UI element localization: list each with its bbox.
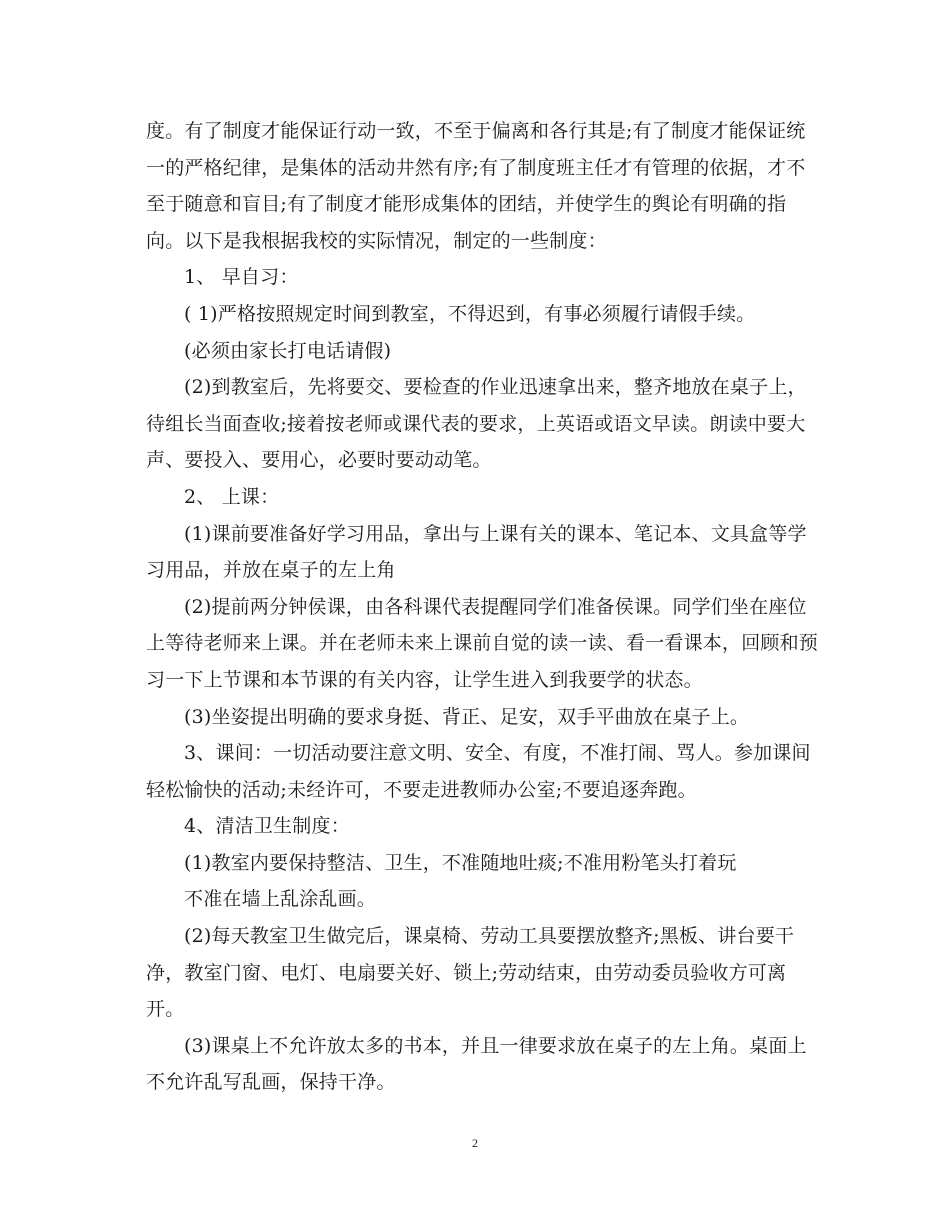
text-line: 净，教室门窗、电灯、电扇要关好、锁上;劳动结束，由劳动委员验收方可离 [146, 961, 787, 984]
text-line: 3、课间：一切活动要注意文明、安全、有度，不准打闹、骂人。参加课间 [184, 742, 811, 765]
text-line: (3)课桌上不允许放太多的书本，并且一律要求放在桌子的左上角。桌面上 [184, 1034, 807, 1057]
text-line: 不允许乱写乱画，保持干净。 [146, 1071, 396, 1094]
text-line: (必须由家长打电话请假) [184, 339, 392, 362]
text-line: 2、 上课： [184, 485, 280, 508]
text-line: 至于随意和盲目;有了制度才能形成集体的团结，并使学生的舆论有明确的指 [146, 193, 787, 216]
text-line: 一的严格纪律，是集体的活动井然有序;有了制度班主任才有管理的依据，才不 [146, 156, 806, 179]
text-line: (1)课前要准备好学习用品，拿出与上课有关的课本、笔记本、文具盒等学 [184, 522, 807, 545]
page-number: 2 [472, 1136, 478, 1150]
text-line: (2)到教室后，先将要交、要检查的作业迅速拿出来，整齐地放在桌子上， [184, 376, 807, 399]
text-line: (2)提前两分钟侯课，由各科课代表提醒同学们准备侯课。同学们坐在座位 [184, 595, 807, 618]
text-line: (1)教室内要保持整洁、卫生，不准随地吐痰;不准用粉笔头打着玩 [184, 851, 737, 874]
text-line: 声、要投入、要用心，必要时要动动笔。 [146, 449, 492, 472]
text-line: 度。有了制度才能保证行动一致，不至于偏离和各行其是;有了制度才能保证统 [146, 120, 806, 142]
text-line: 待组长当面查收;接着按老师或课代表的要求，上英语或语文早读。朗读中要大 [146, 412, 806, 435]
text-line: (3)坐姿提出明确的要求身挺、背正、足安，双手平曲放在桌子上。 [184, 705, 750, 728]
text-line: 轻松愉快的活动;未经许可，不要走进教师办公室;不要追逐奔跑。 [146, 778, 697, 801]
text-line: 开。 [146, 998, 185, 1021]
text-line: 向。以下是我根据我校的实际情况，制定的一些制度： [146, 229, 607, 252]
text-line: 4、清洁卫生制度： [184, 815, 350, 838]
text-line: 不准在墙上乱涂乱画。 [184, 888, 377, 911]
text-line: 1、 早自习： [184, 266, 299, 289]
text-line: 习用品，并放在桌子的左上角 [146, 559, 396, 582]
text-line: 习一下上节课和本节课的有关内容，让学生进入到我要学的状态。 [146, 668, 703, 691]
body-text [146, 113, 826, 1101]
text-line: (2)每天教室卫生做完后，课桌椅、劳动工具要摆放整齐;黑板、讲台要干 [184, 925, 795, 948]
text-line: ( 1)严格按照规定时间到教室，不得迟到，有事必须履行请假手续。 [184, 302, 756, 325]
text-line: 上等待老师来上课。并在老师未来上课前自觉的读一读、看一看课本，回顾和预 [146, 632, 819, 655]
